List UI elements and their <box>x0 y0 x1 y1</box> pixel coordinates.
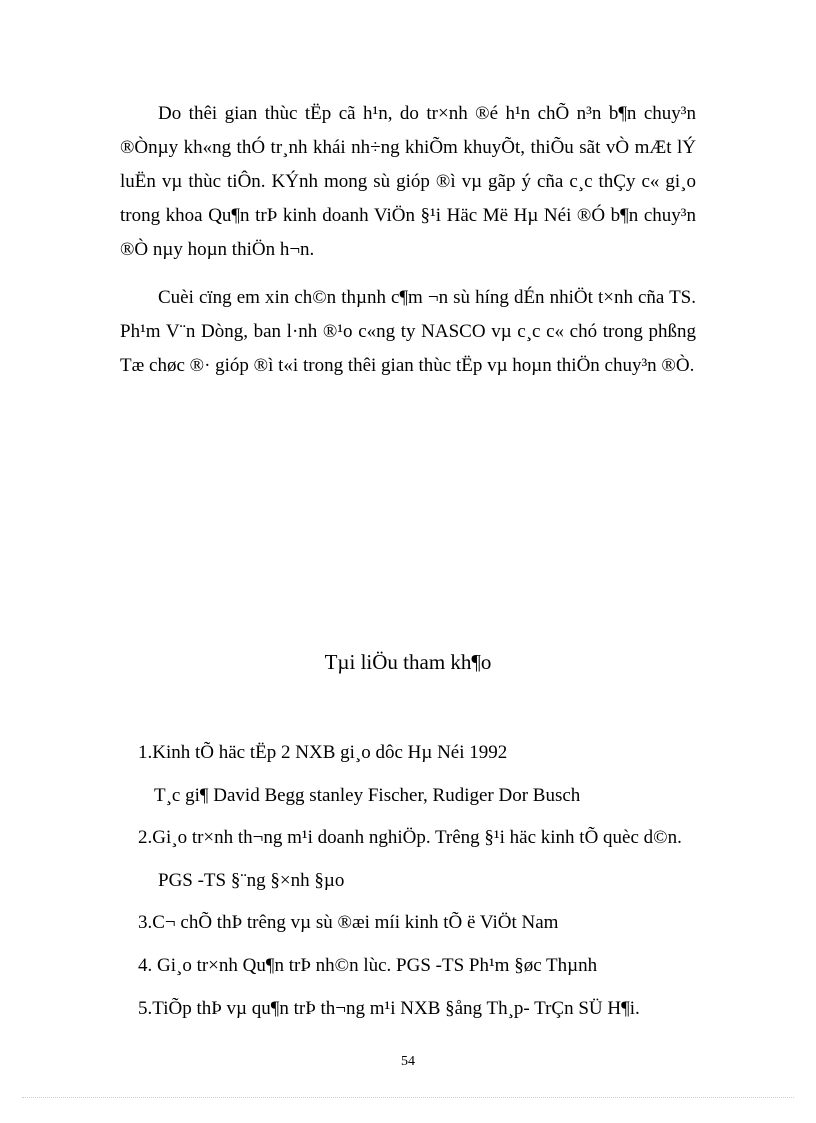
text-line: ®Ò nµy hoµn thiÖn h¬n. <box>120 239 315 260</box>
page-bottom-divider <box>22 1097 794 1098</box>
reference-item: 1.Kinh tÕ häc tËp 2 NXB gi¸o dôc Hµ Néi 1992 <box>138 742 508 763</box>
acknowledgement-paragraph-1 <box>120 97 696 267</box>
reference-item: 2.Gi¸o tr×nh th¬ng m¹i doanh nghiÖp. Trêng §¹i häc kinh tÕ quèc d©n. <box>138 827 682 848</box>
text-line: Ph¹m V¨n Dòng, ban l·nh ®¹o c«ng ty NASCO vµ c¸c c« chó trong phßng <box>120 321 696 342</box>
reference-item: 3.C¬ chÕ thÞ trêng vµ sù ®æi míi kinh tÕ ë ViÖt Nam <box>138 912 559 933</box>
text-line: Tæ chøc ®· gióp ®ì t«i trong thêi gian thùc tËp vµ hoµn thiÖn chuy³n ®Ò. <box>120 355 695 376</box>
reference-item: PGS -TS §¨ng §×nh §µo <box>158 870 345 891</box>
text-line: Do thêi gian thùc tËp cã h¹n, do tr×nh ®é h¹n chÕ n³n b¶n chuy³n <box>158 103 696 124</box>
text-line: Cuèi cïng em xin ch©n thµnh c¶m ¬n sù híng dÉn nhiÖt t×nh cña TS. <box>158 287 696 308</box>
reference-item: T¸c gi¶ David Begg stanley Fischer, Rudiger Dor Busch <box>154 785 581 806</box>
text-line: ®Ònµy kh«ng thÓ tr¸nh khái nh÷ng khiÕm khuyÕt, thiÕu sãt vÒ mÆt lÝ <box>120 137 696 158</box>
reference-item: 5.TiÕp thÞ vµ qu¶n trÞ th¬ng m¹i NXB §ång Th¸p- TrÇn SÜ H¶i. <box>138 998 640 1019</box>
text-line: luËn vµ thùc tiÔn. KÝnh mong sù gióp ®ì vµ gãp ý cña c¸c thÇy c« gi¸o <box>120 171 696 192</box>
page-number: 54 <box>401 1054 415 1069</box>
text-line: trong khoa Qu¶n trÞ kinh doanh ViÖn §¹i Häc Më Hµ Néi ®Ó b¶n chuy³n <box>120 205 696 226</box>
reference-item: 4. Gi¸o tr×nh Qu¶n trÞ nh©n lùc. PGS -TS Ph¹m §øc Thµnh <box>138 955 598 976</box>
acknowledgement-paragraph-2 <box>120 281 696 383</box>
references-title: Tµi liÖu tham kh¶o <box>324 650 492 674</box>
